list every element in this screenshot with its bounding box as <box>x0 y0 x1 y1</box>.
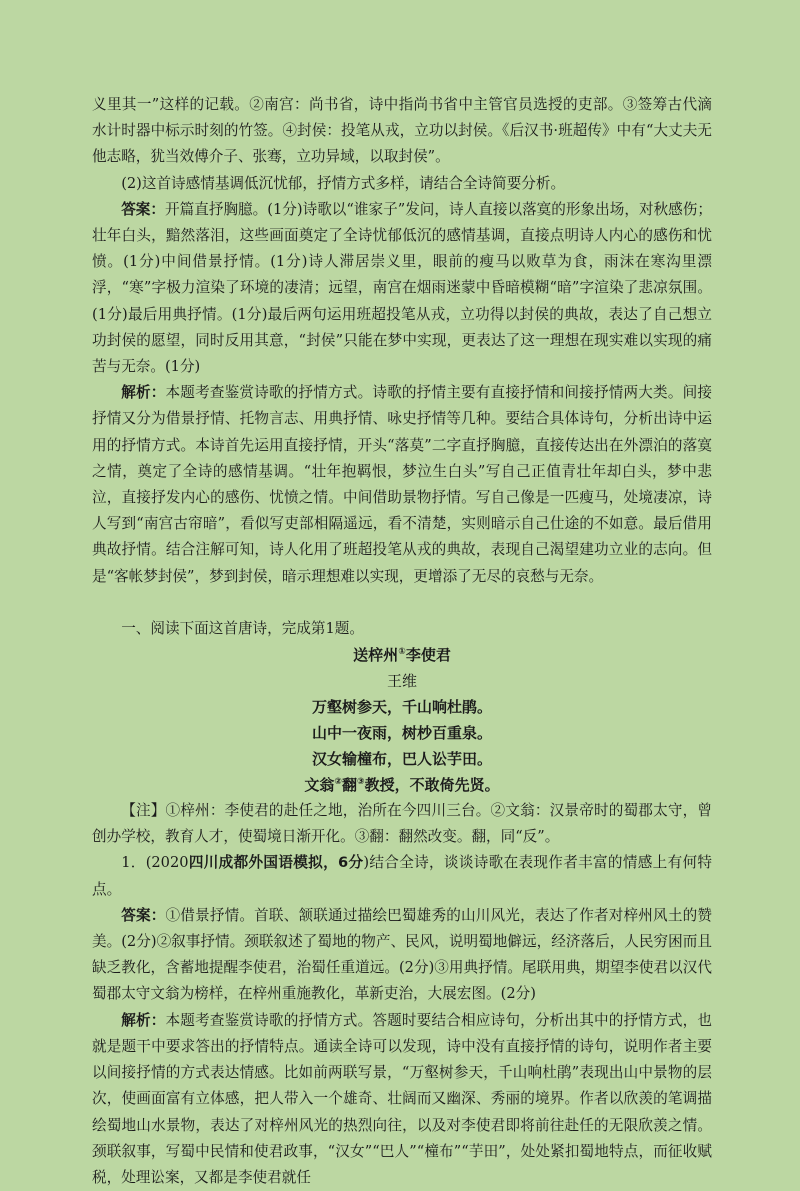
answer-text: 开篇直抒胸臆。(1分)诗歌以“谁家子”发问，诗人直接以落寞的形象出场，对秋感伤；壮年白头，黯然落泪，这些画面奠定了全诗忧郁低沉的感情基调，直接点明诗人内心的感伤和忧愤。(1分)中间借景抒情。(1分)诗人滞居崇义里，眼前的瘦马以败草为食，雨沫在寒沟里漂浮，“寒”字极力渲染了环境的凄清；远望，南宫在烟雨迷蒙中昏暗模糊“暗”字渲染了悲凉氛围。(1分)最后用典抒情。(1分)最后两句运用班超投笔从戎，立功得以封侯的典故，表达了自己想立功封侯的愿望，同时反用其意，“封侯”只能在梦中实现，更表达了这一理想在现实难以实现的痛苦与无奈。(1分) <box>92 200 712 376</box>
question-number: 1．(2020 <box>121 854 189 872</box>
poem-title-part: 送梓州 <box>353 646 399 665</box>
poem <box>92 642 712 798</box>
poem-line-1: 万壑树参天，千山响杜鹃。 <box>311 698 492 717</box>
question-score: ，6分 <box>323 854 364 872</box>
footnote-mark: ① <box>398 647 406 658</box>
question-source: 四川成都外国语模拟 <box>188 854 324 872</box>
poem-line-part: 教授，不敢倚先贤。 <box>364 776 500 795</box>
poem-title-part: 李使君 <box>405 646 451 665</box>
footnote-mark: ② <box>334 777 342 788</box>
answer-label: 答案： <box>121 200 166 218</box>
answer-text: ①借景抒情。首联、颔联通过描绘巴蜀雄秀的山川风光，表达了作者对梓州风土的赞美。(2分)②叙事抒情。颈联叙述了蜀地的物产、民风，说明蜀地僻远，经济落后，人民穷困而且缺乏教化，含蓄地提醒李使君，治蜀任重道远。(2分)③用典抒情。尾联用典，期望李使君以汉代蜀郡太守文翁为榜样，在梓州重施教化，革新吏治，大展宏图。(2分) <box>92 906 712 1003</box>
section-gap <box>92 590 712 616</box>
analysis-text: 本题考查鉴赏诗歌的抒情方式。答题时要结合相应诗句，分析出其中的抒情方式，也就是题干中要求答出的抒情特点。通读全诗可以发现，诗中没有直接抒情的诗句，说明作者主要以间接抒情的方式表达情感。比如前两联写景，“万壑树参天，千山响杜鹃”表现出山中景物的层次，使画面富有立体感，把人带入一个雄奇、壮阔而又幽深、秀丽的境界。作者以欣羡的笔调描绘蜀地山水景物，表达了对梓州风光的热烈向往，以及对李使君即将前往赴任的无限欣羡之情。颈联叙事，写蜀中民情和使君政事，“汉女”“巴人”“橦布”“芋田”，处处紧扣蜀地特点，而征收赋税，处理讼案，又都是李使君就任 <box>92 1011 712 1186</box>
question-1 <box>92 850 712 902</box>
question-2: (2)这首诗感情基调低沉忧郁，抒情方式多样，请结合全诗简要分析。 <box>121 174 566 192</box>
poem-line-3: 汉女输橦布，巴人讼芋田。 <box>311 750 492 769</box>
poem-line-part: 文翁 <box>304 776 335 795</box>
analysis-label: 解析： <box>121 1011 166 1029</box>
poem-line-part: 翻 <box>341 776 357 795</box>
answer-block-2 <box>92 903 712 1008</box>
answer-label: 答案： <box>121 906 166 924</box>
analysis-block-1 <box>92 380 712 590</box>
analysis-block-2 <box>92 1008 712 1191</box>
poem-line-2: 山中一夜雨，树杪百重泉。 <box>311 724 492 743</box>
analysis-label: 解析： <box>121 384 166 402</box>
poem-title <box>92 642 712 668</box>
poem-notes: 【注】①梓州：李使君的赴任之地，治所在今四川三台。②文翁：汉景帝时的蜀郡太守，曾创办学校，教育人才，使蜀境日渐开化。③翻：翻然改变。翻，同“反”。 <box>92 802 712 846</box>
footnote-mark: ③ <box>357 777 365 788</box>
note-continuation: 义里其一”这样的记载。②南宫：尚书省，诗中指尚书省中主管官员选授的吏部。③签筹古代滴水计时器中标示时刻的竹签。④封侯：投笔从戎，立功以封侯。《后汉书·班超传》中有“大丈夫无他志略，犹当效傅介子、张骞，立功异域，以取封侯”。 <box>92 96 712 166</box>
section-intro: 一、阅读下面这首唐诗，完成第1题。 <box>121 619 364 637</box>
poem-line-4 <box>92 772 712 798</box>
question-text: )结合全诗，谈谈诗歌在表现作者丰富的情感上有何特点。 <box>92 854 712 898</box>
answer-block-1 <box>92 197 712 380</box>
poem-author: 王维 <box>386 672 417 691</box>
analysis-text: 本题考查鉴赏诗歌的抒情方式。诗歌的抒情主要有直接抒情和间接抒情两大类。间接抒情又分为借景抒情、托物言志、用典抒情、咏史抒情等几种。要结合具体诗句，分析出诗中运用的抒情方式。本诗首先运用直接抒情，开头“落莫”二字直抒胸臆，直接传达出在外漂泊的落寞之情，奠定了全诗的感情基调。“壮年抱羁恨，梦泣生白头”写自己正值青壮年却白头，梦中悲泣，直接抒发内心的感伤、忧愤之情。中间借助景物抒情。写自己像是一匹瘦马，处境凄凉，诗人写到“南宫古帘暗”，看似写吏部相隔遥远，看不清楚，实则暗示自己仕途的不如意。最后借用典故抒情。结合注解可知，诗人化用了班超投笔从戎的典故，表现自己渴望建功立业的志向。但是“客帐梦封侯”，梦到封侯，暗示理想难以实现，更增添了无尽的哀愁与无奈。 <box>92 384 712 585</box>
